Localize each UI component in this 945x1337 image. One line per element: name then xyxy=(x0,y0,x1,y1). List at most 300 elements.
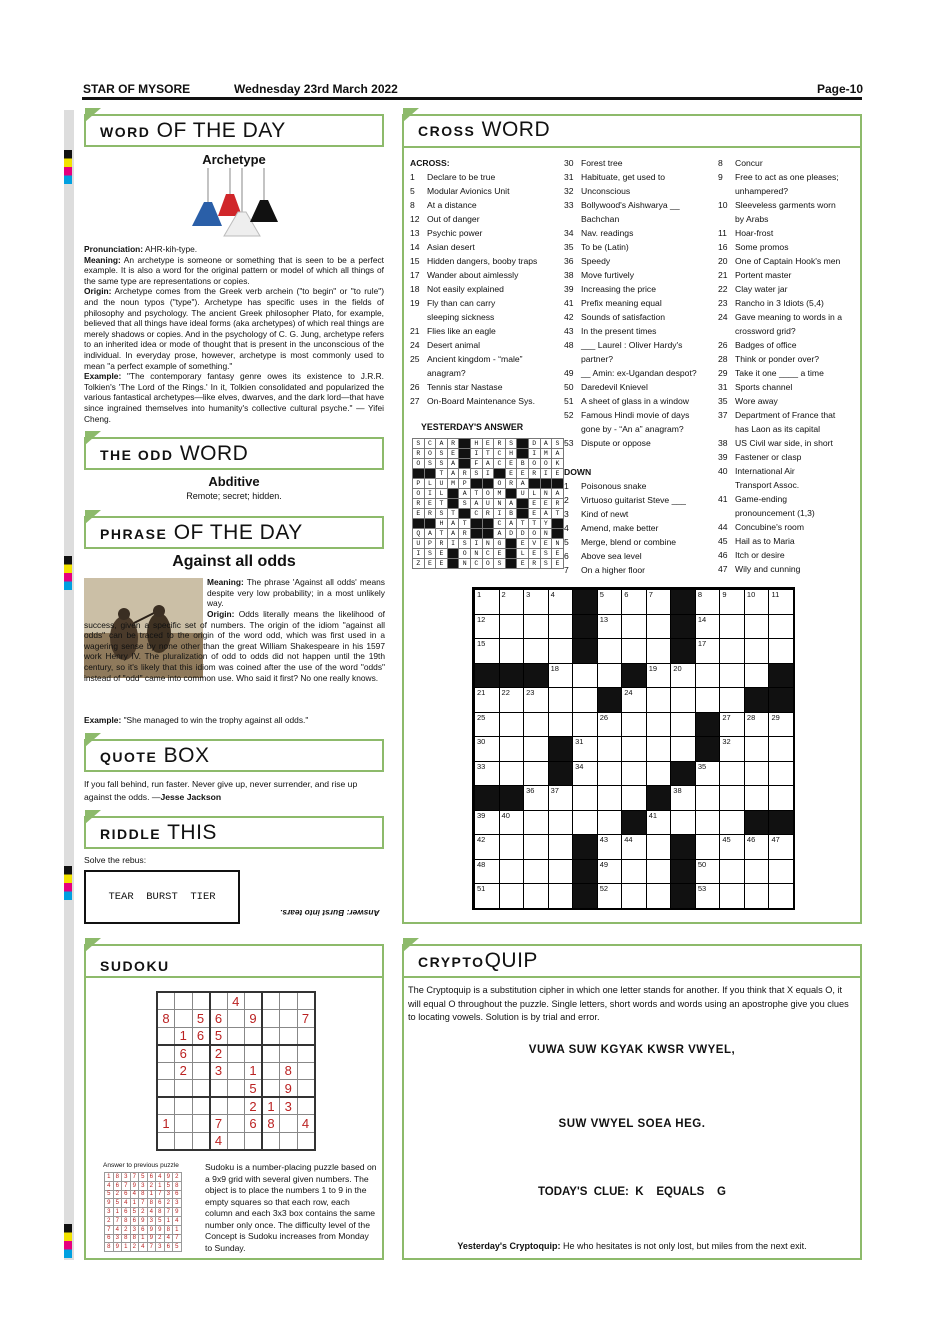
sudoku-cell[interactable] xyxy=(297,1045,315,1063)
sudoku-cell[interactable] xyxy=(210,1080,228,1098)
clue xyxy=(410,282,537,296)
crossword-cell[interactable]: 19 xyxy=(646,663,672,689)
crossword-cell[interactable] xyxy=(621,761,647,787)
yesterday-cell: A xyxy=(505,499,517,509)
black-cell xyxy=(548,736,574,762)
yesterday-cell: P xyxy=(424,539,436,549)
yesterday-cell: L xyxy=(424,479,436,489)
sudoku-cell: 4 xyxy=(210,1132,228,1150)
sudoku-cell[interactable] xyxy=(157,1027,175,1045)
crossword-cell[interactable]: 40 xyxy=(499,810,525,836)
previous-sudoku-cell: 7 xyxy=(164,1208,173,1217)
black-cell xyxy=(670,761,696,787)
crossword-cell[interactable] xyxy=(523,883,549,909)
crossword-cell[interactable] xyxy=(768,859,794,885)
crossword-cell[interactable] xyxy=(548,638,574,664)
clue-number: 12 xyxy=(410,214,420,224)
crossword-cell[interactable] xyxy=(621,712,647,738)
sudoku-cell[interactable] xyxy=(227,1097,245,1115)
crossword-cell[interactable] xyxy=(646,687,672,713)
crossword-cell[interactable]: 10 xyxy=(744,589,770,615)
crossword-cell[interactable]: 53 xyxy=(695,883,721,909)
sudoku-cell[interactable] xyxy=(175,1010,193,1028)
crossword-cell[interactable]: 6 xyxy=(621,589,647,615)
crossword-cell[interactable]: 29 xyxy=(768,712,794,738)
crossword-cell[interactable]: 34 xyxy=(572,761,598,787)
crossword-cell[interactable]: 42 xyxy=(474,834,500,860)
yesterday-cell: N xyxy=(552,539,564,549)
crossword-cell[interactable] xyxy=(499,859,525,885)
crossword-cell[interactable] xyxy=(597,810,623,836)
clue-number: 8 xyxy=(410,200,415,210)
sudoku-cell[interactable] xyxy=(227,1080,245,1098)
sudoku-cell[interactable] xyxy=(192,1115,210,1133)
crossword-cell[interactable] xyxy=(695,834,721,860)
previous-sudoku-cell: 7 xyxy=(173,1234,182,1243)
sudoku-cell[interactable] xyxy=(157,1097,175,1115)
crossword-cell[interactable] xyxy=(621,859,647,885)
crossword-cell[interactable]: 24 xyxy=(621,687,647,713)
clue-number: 44 xyxy=(718,522,728,532)
crossword-cell[interactable]: 52 xyxy=(597,883,623,909)
yesterday-cell: B xyxy=(505,509,517,519)
clue xyxy=(564,324,697,338)
crossword-cell[interactable]: 18 xyxy=(548,663,574,689)
clue-text: Modular Avionics Unit xyxy=(427,186,510,196)
sudoku-cell[interactable] xyxy=(210,1097,228,1115)
sudoku-cell: 1 xyxy=(245,1062,263,1080)
sudoku-cell[interactable] xyxy=(227,1045,245,1063)
sudoku-cell[interactable] xyxy=(157,992,175,1010)
crossword-cell[interactable] xyxy=(719,687,745,713)
clue xyxy=(564,296,697,310)
previous-sudoku-cell: 3 xyxy=(113,1234,122,1243)
sudoku-cell[interactable] xyxy=(227,1027,245,1045)
phrase-title: PHRASE OF THE DAY xyxy=(100,521,303,544)
clue-text: crossword grid? xyxy=(735,326,796,336)
clue-text: partner? xyxy=(581,354,614,364)
sudoku-cell[interactable] xyxy=(227,1115,245,1133)
crossword-cell[interactable] xyxy=(744,761,770,787)
crossword-cell[interactable] xyxy=(744,785,770,811)
crossword-cell[interactable]: 46 xyxy=(744,834,770,860)
clue xyxy=(718,198,842,212)
crossword-cell[interactable] xyxy=(499,736,525,762)
sudoku-cell: 4 xyxy=(227,992,245,1010)
previous-sudoku-cell: 3 xyxy=(122,1173,131,1182)
previous-sudoku-cell: 1 xyxy=(147,1190,156,1199)
crossword-cell[interactable] xyxy=(744,614,770,640)
crossword-cell[interactable] xyxy=(523,834,549,860)
crossword-cell[interactable] xyxy=(597,785,623,811)
clue-text: Bachchan xyxy=(581,214,620,224)
crossword-cell[interactable] xyxy=(719,663,745,689)
sudoku-cell[interactable] xyxy=(262,992,280,1010)
sudoku-cell[interactable] xyxy=(192,1062,210,1080)
clue-text: Hoar-frost xyxy=(735,228,774,238)
sudoku-grid xyxy=(156,991,316,1151)
crossword-cell[interactable] xyxy=(523,614,549,640)
sudoku-cell[interactable] xyxy=(297,1062,315,1080)
crossword-cell[interactable]: 49 xyxy=(597,859,623,885)
yesterday-cell: E xyxy=(552,559,564,569)
sudoku-cell[interactable] xyxy=(157,1062,175,1080)
crossword-cell[interactable]: 26 xyxy=(597,712,623,738)
crossword-cell[interactable]: 35 xyxy=(695,761,721,787)
crossword-cell[interactable] xyxy=(744,736,770,762)
crossword-cell[interactable] xyxy=(523,810,549,836)
sudoku-cell[interactable] xyxy=(192,1097,210,1115)
clue-text: Sleeveless garments worn xyxy=(735,200,836,210)
crossword-cell[interactable] xyxy=(621,883,647,909)
crossword-cell[interactable] xyxy=(499,834,525,860)
yesterday-cell: N xyxy=(459,559,471,569)
crossword-cell[interactable]: 17 xyxy=(695,638,721,664)
crossword-cell[interactable] xyxy=(499,614,525,640)
crossword-cell[interactable] xyxy=(499,761,525,787)
sudoku-cell[interactable] xyxy=(262,1062,280,1080)
yesterday-cell: I xyxy=(540,469,552,479)
crossword-cell[interactable] xyxy=(719,761,745,787)
crossword-cell[interactable]: 20 xyxy=(670,663,696,689)
black-cell xyxy=(572,834,598,860)
sudoku-instructions: Sudoku is a number-placing puzzle based on a 9x9 grid with several given numbers. The object is to place the numbers 1 to 9 in the empty squares so that each row, each column and each 3x3 box contains the same number only once. The difficulty level of the Concept is Sudoku increases from Monday to Sunday. xyxy=(205,1162,377,1253)
sudoku-cell[interactable] xyxy=(262,1027,280,1045)
clue-number: 39 xyxy=(564,284,574,294)
previous-sudoku-cell: 4 xyxy=(147,1208,156,1217)
crossword-cell[interactable] xyxy=(548,883,574,909)
crossword-cell[interactable] xyxy=(646,761,672,787)
sudoku-cell[interactable] xyxy=(245,1027,263,1045)
crossword-cell[interactable]: 31 xyxy=(572,736,598,762)
black-cell xyxy=(548,761,574,787)
previous-sudoku-cell: 5 xyxy=(173,1243,182,1252)
crossword-cell[interactable] xyxy=(646,638,672,664)
yesterday-cell: O xyxy=(494,479,506,489)
sudoku-cell[interactable] xyxy=(297,1080,315,1098)
sudoku-cell[interactable] xyxy=(245,1045,263,1063)
sudoku-cell[interactable] xyxy=(280,1010,298,1028)
sudoku-cell[interactable] xyxy=(297,1097,315,1115)
clue-text: has Laon as its capital xyxy=(735,424,821,434)
clue-number: 1 xyxy=(410,172,415,182)
clue-text: Famous Hindi movie of days xyxy=(581,410,690,420)
crossword-cell[interactable] xyxy=(744,859,770,885)
crossword-cell[interactable] xyxy=(768,785,794,811)
crossword-cell[interactable] xyxy=(768,736,794,762)
crossword-cell[interactable]: 41 xyxy=(646,810,672,836)
sudoku-cell[interactable] xyxy=(280,1045,298,1063)
crossword-cell[interactable] xyxy=(523,761,549,787)
sudoku-cell[interactable] xyxy=(262,1010,280,1028)
sudoku-cell[interactable] xyxy=(262,1045,280,1063)
yesterday-cell: E xyxy=(413,509,425,519)
clue-number: 28 xyxy=(718,354,728,364)
previous-sudoku-cell: 4 xyxy=(113,1225,122,1234)
crossword-cell[interactable]: 43 xyxy=(597,834,623,860)
crossword-cell[interactable] xyxy=(744,883,770,909)
yesterday-heading: YESTERDAY'S ANSWER xyxy=(421,422,524,432)
previous-sudoku-cell: 6 xyxy=(156,1199,165,1208)
sudoku-cell[interactable] xyxy=(210,992,228,1010)
yesterday-cell xyxy=(424,469,436,479)
crossword-cell[interactable]: 30 xyxy=(474,736,500,762)
previous-answer-label: Answer to previous puzzle xyxy=(103,1162,179,1169)
previous-sudoku-cell: 8 xyxy=(122,1216,131,1225)
crossword-cell[interactable] xyxy=(670,736,696,762)
crossword-cell[interactable]: 14 xyxy=(695,614,721,640)
crossword-cell[interactable] xyxy=(719,785,745,811)
sudoku-cell[interactable] xyxy=(227,1062,245,1080)
sudoku-cell[interactable] xyxy=(280,992,298,1010)
clue-text: sleeping sickness xyxy=(427,312,495,322)
sudoku-cell[interactable] xyxy=(175,1097,193,1115)
clue-text: Psychic power xyxy=(427,228,483,238)
crossword-cell[interactable] xyxy=(523,859,549,885)
sudoku-cell[interactable] xyxy=(245,1132,263,1150)
sudoku-cell[interactable] xyxy=(192,1132,210,1150)
previous-sudoku-cell: 6 xyxy=(130,1216,139,1225)
clue xyxy=(410,198,537,212)
crossword-cell[interactable]: 51 xyxy=(474,883,500,909)
crossword-cell[interactable] xyxy=(621,736,647,762)
yesterday-cell: A xyxy=(447,529,459,539)
clue xyxy=(718,170,842,184)
crossword-cell[interactable]: 38 xyxy=(670,785,696,811)
previous-sudoku-cell: 2 xyxy=(105,1216,114,1225)
crossword-cell[interactable]: 27 xyxy=(719,712,745,738)
crossword-cell[interactable]: 44 xyxy=(621,834,647,860)
sudoku-cell[interactable] xyxy=(175,1132,193,1150)
crossword-cell[interactable]: 3 xyxy=(523,589,549,615)
crossword-cell[interactable] xyxy=(572,712,598,738)
black-cell xyxy=(695,712,721,738)
sudoku-cell[interactable] xyxy=(297,1132,315,1150)
yesterday-cell: G xyxy=(494,539,506,549)
sudoku-cell[interactable] xyxy=(280,1115,298,1133)
crossword-cell[interactable]: 15 xyxy=(474,638,500,664)
sudoku-cell[interactable] xyxy=(280,1027,298,1045)
crossword-cell[interactable]: 33 xyxy=(474,761,500,787)
crossword-cell[interactable] xyxy=(597,736,623,762)
clue-text: Fly than can carry xyxy=(427,298,496,308)
crossword-cell[interactable] xyxy=(646,614,672,640)
crossword-cell[interactable]: 4 xyxy=(548,589,574,615)
black-cell xyxy=(646,785,672,811)
previous-sudoku-cell: 2 xyxy=(173,1173,182,1182)
crossword-cell[interactable] xyxy=(719,810,745,836)
crossword-cell[interactable] xyxy=(572,785,598,811)
clue-text: US Civil war side, in short xyxy=(735,438,833,448)
crossword-cell[interactable] xyxy=(597,761,623,787)
crossword-cell[interactable] xyxy=(646,859,672,885)
crossword-cell[interactable] xyxy=(548,712,574,738)
phrase-text: Against all odds xyxy=(172,553,296,570)
crossword-cell[interactable] xyxy=(695,810,721,836)
clue-number: 11 xyxy=(718,228,727,238)
oddword-word: Abditive xyxy=(208,474,260,489)
sudoku-cell[interactable] xyxy=(297,992,315,1010)
sudoku-cell[interactable] xyxy=(227,1010,245,1028)
across-clues-col2 xyxy=(564,156,697,450)
sudoku-cell[interactable] xyxy=(262,1080,280,1098)
sudoku-cell[interactable] xyxy=(262,1132,280,1150)
crossword-cell[interactable] xyxy=(646,736,672,762)
crossword-cell[interactable] xyxy=(670,810,696,836)
clue-text: Wily and cunning xyxy=(735,564,801,574)
sudoku-cell[interactable] xyxy=(297,1027,315,1045)
yesterday-cell: P xyxy=(459,479,471,489)
previous-sudoku-cell: 1 xyxy=(164,1216,173,1225)
crossword-cell[interactable]: 2 xyxy=(499,589,525,615)
yesterday-cell xyxy=(424,519,436,529)
crossword-cell[interactable] xyxy=(695,785,721,811)
crossword-cell[interactable] xyxy=(548,859,574,885)
sudoku-cell[interactable] xyxy=(227,1132,245,1150)
crossword-cell[interactable]: 36 xyxy=(523,785,549,811)
clue xyxy=(718,254,842,268)
crossword-cell[interactable] xyxy=(695,687,721,713)
crossword-cell[interactable]: 39 xyxy=(474,810,500,836)
yesterday-cell: C xyxy=(470,559,482,569)
clue-text: Nav. readings xyxy=(581,228,634,238)
crossword-cell[interactable]: 21 xyxy=(474,687,500,713)
sudoku-cell[interactable] xyxy=(175,1080,193,1098)
crossword-cell[interactable]: 5 xyxy=(597,589,623,615)
crossword-cell[interactable] xyxy=(744,663,770,689)
clue-number: 1 xyxy=(564,481,569,491)
sudoku-cell[interactable] xyxy=(192,992,210,1010)
yesterday-cell: O xyxy=(424,449,436,459)
clue xyxy=(718,534,842,548)
clue-number: 46 xyxy=(718,550,728,560)
clue-text: Game-ending xyxy=(735,494,788,504)
rebus-box: TEAR BURST TIER xyxy=(84,870,240,924)
crossword-cell[interactable] xyxy=(719,638,745,664)
crossword-cell[interactable] xyxy=(646,883,672,909)
clue xyxy=(718,366,842,380)
previous-sudoku-cell: 4 xyxy=(105,1181,114,1190)
clue-text: A sheet of glass in a window xyxy=(581,396,689,406)
crossword-cell[interactable] xyxy=(548,614,574,640)
sudoku-cell[interactable] xyxy=(192,1045,210,1063)
crossword-cell[interactable]: 45 xyxy=(719,834,745,860)
yesterday-cell: C xyxy=(482,549,494,559)
yesterday-cell: S xyxy=(459,499,471,509)
crossword-cell[interactable]: 8 xyxy=(695,589,721,615)
sudoku-cell[interactable] xyxy=(280,1132,298,1150)
crossword-cell[interactable] xyxy=(670,712,696,738)
crossword-cell[interactable] xyxy=(744,638,770,664)
clue xyxy=(718,156,842,170)
crossword-cell[interactable]: 1 xyxy=(474,589,500,615)
crossword-cell[interactable]: 11 xyxy=(768,589,794,615)
crossword-cell[interactable] xyxy=(768,761,794,787)
yesterday-cell: S xyxy=(459,539,471,549)
yesterday-cell: R xyxy=(436,539,448,549)
crossword-cell[interactable] xyxy=(548,834,574,860)
crossword-cell[interactable] xyxy=(523,712,549,738)
sudoku-cell: 2 xyxy=(175,1062,193,1080)
crossword-cell[interactable] xyxy=(499,712,525,738)
crossword-cell[interactable]: 12 xyxy=(474,614,500,640)
crossword-cell[interactable] xyxy=(523,736,549,762)
yesterday-cell: T xyxy=(482,449,494,459)
sudoku-cell[interactable] xyxy=(157,1080,175,1098)
crossword-cell[interactable] xyxy=(548,810,574,836)
crossword-cell[interactable] xyxy=(719,859,745,885)
crossword-cell[interactable]: 25 xyxy=(474,712,500,738)
yesterday-cell: A xyxy=(540,509,552,519)
crossword-cell[interactable]: 50 xyxy=(695,859,721,885)
crossword-cell[interactable] xyxy=(597,638,623,664)
sudoku-cell[interactable] xyxy=(157,1045,175,1063)
clue-text: Rancho in 3 Idiots (5,4) xyxy=(735,298,824,308)
clue xyxy=(564,394,697,408)
crossword-cell[interactable]: 7 xyxy=(646,589,672,615)
cipher-line-1: VUWA SUW KGYAK KWSR VWYEL, xyxy=(528,1044,736,1056)
crossword-cell[interactable]: 28 xyxy=(744,712,770,738)
crossword-cell[interactable] xyxy=(523,638,549,664)
crossword-cell[interactable] xyxy=(621,638,647,664)
crossword-cell[interactable]: 22 xyxy=(499,687,525,713)
crossword-cell[interactable] xyxy=(621,614,647,640)
crossword-cell[interactable] xyxy=(768,638,794,664)
crossword-cell[interactable]: 37 xyxy=(548,785,574,811)
crossword-cell[interactable] xyxy=(670,687,696,713)
crossword-cell[interactable] xyxy=(768,614,794,640)
crossword-cell[interactable] xyxy=(572,687,598,713)
clue xyxy=(410,226,537,240)
crossword-cell[interactable]: 48 xyxy=(474,859,500,885)
crossword-cell[interactable] xyxy=(646,834,672,860)
yesterday-cell: Q xyxy=(413,529,425,539)
clue xyxy=(718,450,842,464)
black-cell xyxy=(572,589,598,615)
crossword-cell[interactable]: 23 xyxy=(523,687,549,713)
crossword-cell[interactable] xyxy=(548,687,574,713)
crossword-cell[interactable] xyxy=(768,883,794,909)
sudoku-cell[interactable] xyxy=(175,1115,193,1133)
yesterday-cell xyxy=(447,489,459,499)
sudoku-cell[interactable] xyxy=(175,992,193,1010)
crossword-cell[interactable] xyxy=(695,663,721,689)
clue-text: Forest tree xyxy=(581,158,623,168)
crossword-cell[interactable]: 47 xyxy=(768,834,794,860)
crossword-cell[interactable]: 32 xyxy=(719,736,745,762)
clue xyxy=(718,184,842,198)
crossword-cell[interactable]: 9 xyxy=(719,589,745,615)
clue-number: 36 xyxy=(564,256,574,266)
crossword-cell[interactable] xyxy=(719,883,745,909)
yesterday-cell: U xyxy=(413,539,425,549)
sudoku-cell[interactable] xyxy=(192,1080,210,1098)
crossword-cell[interactable] xyxy=(499,883,525,909)
crossword-cell[interactable] xyxy=(597,663,623,689)
sudoku-cell[interactable] xyxy=(157,1132,175,1150)
crossword-cell[interactable]: 13 xyxy=(597,614,623,640)
crossword-cell[interactable] xyxy=(572,663,598,689)
previous-sudoku-cell: 1 xyxy=(130,1199,139,1208)
crossword-cell[interactable] xyxy=(499,638,525,664)
crossword-cell[interactable] xyxy=(646,712,672,738)
crossword-cell[interactable] xyxy=(572,810,598,836)
clue xyxy=(564,493,686,507)
previous-sudoku-cell: 7 xyxy=(122,1181,131,1190)
crossword-cell[interactable] xyxy=(621,785,647,811)
crossword-cell[interactable] xyxy=(719,614,745,640)
sudoku-cell[interactable] xyxy=(245,992,263,1010)
